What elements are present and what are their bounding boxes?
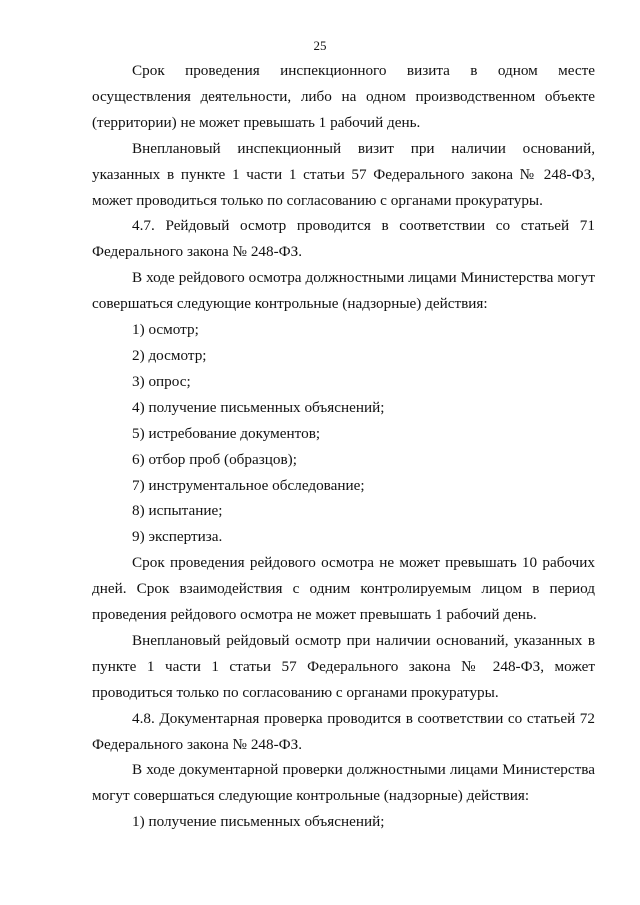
paragraph-inspection-duration: Срок проведения инспекционного визита в одном месте осуществления деятельности, либо на одном производственном объекте (территории) не может превышать 1 рабочий день. xyxy=(92,62,595,131)
paragraph-raid-duration: Срок проведения рейдового осмотра не может превышать 10 рабочих дней. Срок взаимодействия с одним контролируемым лицом в период проведения рейдового осмотра не может превышать 1 рабочий день. xyxy=(92,554,595,624)
list-item: 1) получение письменных объяснений; xyxy=(132,813,385,831)
paragraph-raid-actions-intro: В ходе рейдового осмотра должностными лицами Министерства могут совершаться следующие контрольные (надзорные) действия: xyxy=(92,269,595,313)
page-number: 25 xyxy=(313,38,327,53)
list-item: 7) инструментальное обследование; xyxy=(132,476,365,494)
paragraph-section-4-7: 4.7. Рейдовый осмотр проводится в соответствии со статьей 71 Федерального закона № 248-ФЗ. xyxy=(92,217,595,261)
list-item: 5) истребование документов; xyxy=(132,424,321,442)
list-item: 9) экспертиза. xyxy=(132,528,223,546)
list-item: 3) опрос; xyxy=(132,372,191,390)
paragraph-section-4-8: 4.8. Документарная проверка проводится в соответствии со статьей 72 Федерального закона № 248-ФЗ. xyxy=(92,709,595,753)
list-item: 4) получение письменных объяснений; xyxy=(132,398,385,416)
list-item: 8) испытание; xyxy=(132,502,223,520)
paragraph-documentary-actions-intro: В ходе документарной проверки должностными лицами Министерства могут совершаться следующие контрольные (надзорные) действия: xyxy=(92,761,595,805)
body-text xyxy=(92,58,595,835)
list-item: 6) отбор проб (образцов); xyxy=(132,450,297,468)
paragraph-unscheduled-inspection-visit: Внеплановый инспекционный визит при наличии оснований, указанных в пункте 1 части 1 статьи 57 Федерального закона № 248-ФЗ, может проводиться только по согласованию с органами прокуратуры. xyxy=(92,139,595,209)
list-item: 2) досмотр; xyxy=(132,346,207,364)
paragraph-unscheduled-raid: Внеплановый рейдовый осмотр при наличии оснований, указанных в пункте 1 части 1 статьи 57 Федерального закона № 248-ФЗ, может проводиться только по согласованию с органами прокуратуры. xyxy=(92,631,595,701)
list-item: 1) осмотр; xyxy=(132,321,199,339)
